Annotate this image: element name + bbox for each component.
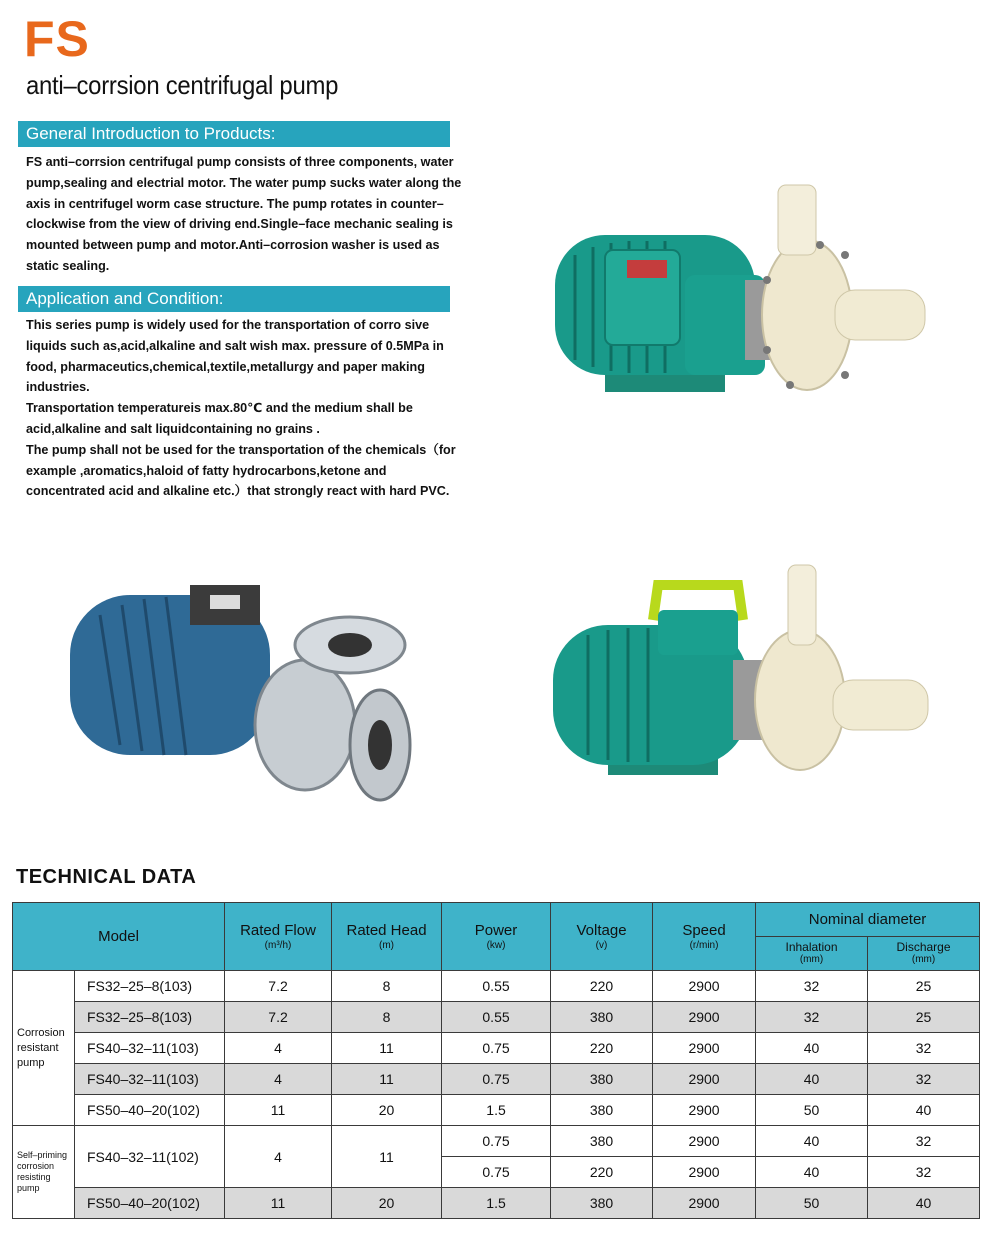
cell-head: 11	[332, 1064, 442, 1095]
application-heading: Application and Condition:	[18, 286, 450, 312]
cell-flow: 11	[225, 1188, 332, 1219]
cell-flow: 11	[225, 1095, 332, 1126]
cell-flow: 7.2	[225, 1002, 332, 1033]
cell-discharge: 25	[868, 1002, 980, 1033]
cell-model: FS40–32–11(103)	[75, 1033, 225, 1064]
cell-discharge: 32	[868, 1157, 980, 1188]
cell-power: 0.55	[442, 971, 551, 1002]
cell-voltage: 380	[551, 1095, 653, 1126]
cell-speed: 2900	[653, 1033, 756, 1064]
cell-discharge: 32	[868, 1033, 980, 1064]
pump-image-self-priming	[548, 560, 938, 790]
cell-power: 0.55	[442, 1002, 551, 1033]
intro-paragraph: FS anti–corrsion centrifugal pump consists of three components, water pump,sealing and electrial motor. The water pump sucks water along the axis in centrifugel worm case structure. The pump rotates in counter–clockwise from the view of driving end.Single–face mechanic sealing is mounted between pump and motor.Anti–corrosion washer is used as static sealing.	[26, 155, 462, 273]
pump-image-green-plastic	[545, 175, 940, 405]
application-text	[26, 315, 466, 502]
cell-power: 1.5	[442, 1188, 551, 1219]
cell-voltage: 220	[551, 1157, 653, 1188]
cell-inhalation: 40	[756, 1033, 868, 1064]
cell-inhalation: 50	[756, 1188, 868, 1219]
cell-voltage: 380	[551, 1188, 653, 1219]
table-row	[13, 1002, 980, 1033]
cell-voltage: 220	[551, 971, 653, 1002]
cell-discharge: 32	[868, 1064, 980, 1095]
cell-power: 1.5	[442, 1095, 551, 1126]
application-paragraph-2: Transportation temperatureis max.80℃ and the medium shall be acid,alkaline and salt liquidcontaining no grains .	[26, 401, 413, 436]
cell-speed: 2900	[653, 1157, 756, 1188]
table-row	[13, 1188, 980, 1219]
cell-discharge: 32	[868, 1126, 980, 1157]
cell-head: 20	[332, 1188, 442, 1219]
header-rated-flow: Rated Flow (m³/h)	[225, 903, 332, 971]
header-voltage: Voltage (v)	[551, 903, 653, 971]
technical-data-table	[12, 902, 980, 1219]
cell-inhalation: 32	[756, 971, 868, 1002]
cell-inhalation: 32	[756, 1002, 868, 1033]
cell-speed: 2900	[653, 1002, 756, 1033]
cell-power: 0.75	[442, 1157, 551, 1188]
table-row	[13, 1064, 980, 1095]
technical-data-title: TECHNICAL DATA	[16, 866, 197, 888]
group-corrosion-resistant: Corrosion resistant pump	[13, 971, 75, 1126]
cell-flow: 4	[225, 1126, 332, 1188]
cell-head: 11	[332, 1033, 442, 1064]
cell-discharge: 25	[868, 971, 980, 1002]
cell-head: 20	[332, 1095, 442, 1126]
cell-head: 11	[332, 1126, 442, 1188]
cell-speed: 2900	[653, 971, 756, 1002]
cell-flow: 4	[225, 1033, 332, 1064]
table-row	[13, 1033, 980, 1064]
cell-flow: 4	[225, 1064, 332, 1095]
cell-discharge: 40	[868, 1188, 980, 1219]
cell-discharge: 40	[868, 1095, 980, 1126]
header-rated-head: Rated Head (m)	[332, 903, 442, 971]
cell-head: 8	[332, 1002, 442, 1033]
product-subtitle: anti–corrsion centrifugal pump	[26, 70, 339, 100]
cell-speed: 2900	[653, 1126, 756, 1157]
cell-model: FS40–32–11(102)	[75, 1126, 225, 1188]
cell-speed: 2900	[653, 1095, 756, 1126]
group-self-priming: Self–priming corrosion resisting pump	[13, 1126, 75, 1219]
table-row	[13, 1126, 980, 1157]
cell-model: FS50–40–20(102)	[75, 1188, 225, 1219]
header-speed: Speed (r/min)	[653, 903, 756, 971]
cell-model: FS50–40–20(102)	[75, 1095, 225, 1126]
application-paragraph-1: This series pump is widely used for the transportation of corro sive liquids such as,acid,alkaline and salt wish max. pressure of 0.5MPa in food, pharmaceutics,chemical,textile,metallurgy and paper making industries.	[26, 318, 444, 395]
intro-text	[26, 152, 466, 277]
header-power: Power (kw)	[442, 903, 551, 971]
table-row	[13, 1095, 980, 1126]
table-row	[13, 971, 980, 1002]
cell-speed: 2900	[653, 1064, 756, 1095]
cell-flow: 7.2	[225, 971, 332, 1002]
cell-voltage: 380	[551, 1002, 653, 1033]
application-paragraph-3: The pump shall not be used for the transportation of the chemicals（for example ,aromatics,haloid of fatty hydrocarbons,ketone and concentrated acid and alkaline etc.）that strongly react with hard PVC.	[26, 442, 456, 499]
cell-inhalation: 40	[756, 1064, 868, 1095]
cell-inhalation: 40	[756, 1126, 868, 1157]
brand-title: FS	[24, 11, 90, 67]
cell-power: 0.75	[442, 1033, 551, 1064]
pump-image-stainless	[60, 575, 420, 810]
cell-voltage: 220	[551, 1033, 653, 1064]
header-inhalation: Inhalation (mm)	[756, 937, 868, 971]
cell-head: 8	[332, 971, 442, 1002]
cell-speed: 2900	[653, 1188, 756, 1219]
header-discharge: Discharge (mm)	[868, 937, 980, 971]
cell-voltage: 380	[551, 1064, 653, 1095]
header-nominal-diameter: Nominal diameter	[756, 903, 980, 937]
cell-model: FS32–25–8(103)	[75, 1002, 225, 1033]
header-model: Model	[13, 903, 225, 971]
intro-heading: General Introduction to Products:	[18, 121, 450, 147]
cell-inhalation: 40	[756, 1157, 868, 1188]
cell-voltage: 380	[551, 1126, 653, 1157]
cell-inhalation: 50	[756, 1095, 868, 1126]
cell-power: 0.75	[442, 1064, 551, 1095]
cell-model: FS40–32–11(103)	[75, 1064, 225, 1095]
cell-model: FS32–25–8(103)	[75, 971, 225, 1002]
cell-power: 0.75	[442, 1126, 551, 1157]
